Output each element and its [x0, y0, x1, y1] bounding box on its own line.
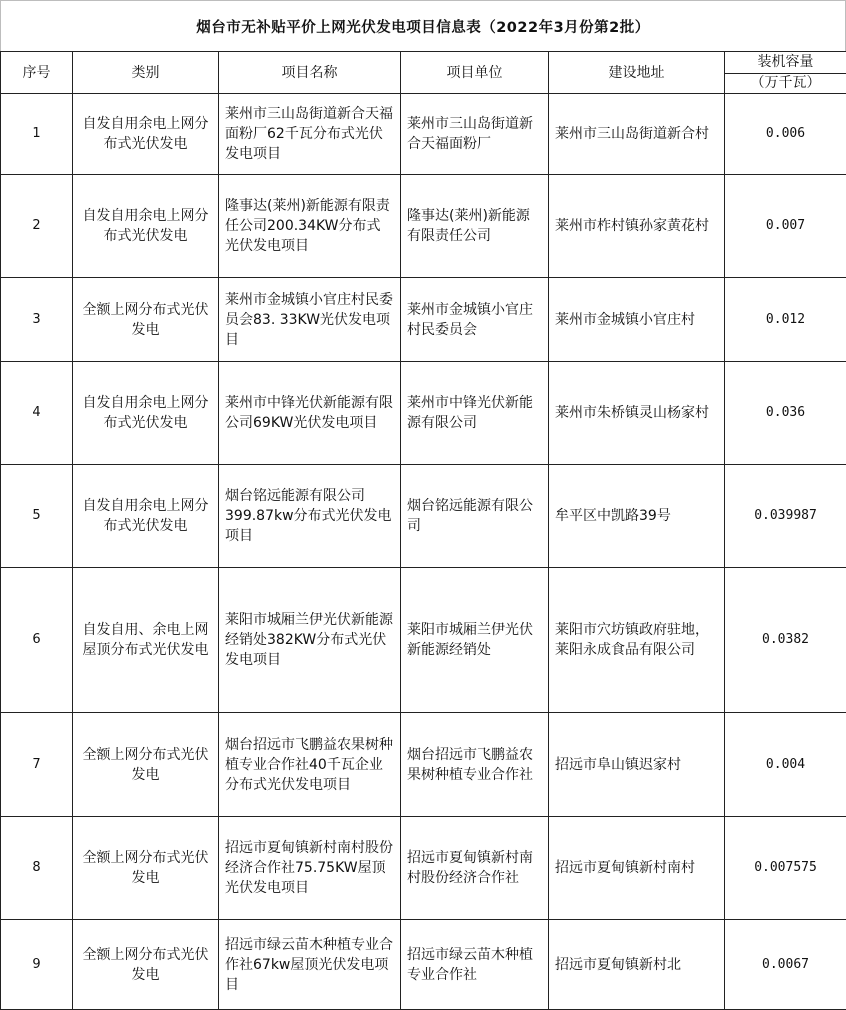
table-row — [1, 362, 846, 465]
cell-seq[interactable]: 9 — [1, 920, 73, 1010]
header-category[interactable]: 类别 — [73, 52, 219, 94]
cell-project-unit[interactable]: 招远市绿云苗木种植专业合作社 — [401, 920, 549, 1010]
cell-capacity[interactable]: 0.0382 — [725, 568, 846, 713]
table-title: 烟台市无补贴平价上网光伏发电项目信息表（2022年3月份第2批） — [0, 0, 846, 51]
cell-category[interactable]: 全额上网分布式光伏发电 — [73, 278, 219, 362]
table-row — [1, 713, 846, 817]
cell-category[interactable]: 自发自用、余电上网屋顶分布式光伏发电 — [73, 568, 219, 713]
cell-seq[interactable]: 3 — [1, 278, 73, 362]
table-row — [1, 175, 846, 278]
header-capacity-unit: （万千瓦） — [725, 74, 846, 93]
cell-project-unit[interactable]: 烟台招远市飞鹏益农果树种植专业合作社 — [401, 713, 549, 817]
header-row — [1, 52, 846, 94]
cell-category[interactable]: 自发自用余电上网分布式光伏发电 — [73, 175, 219, 278]
cell-address[interactable]: 莱州市柞村镇孙家黄花村 — [549, 175, 725, 278]
cell-project-name[interactable]: 招远市夏甸镇新村南村股份经济合作社75.75KW屋顶光伏发电项目 — [219, 817, 401, 920]
cell-category[interactable]: 全额上网分布式光伏发电 — [73, 817, 219, 920]
cell-address[interactable]: 莱阳市穴坊镇政府驻地，莱阳永成食品有限公司 — [549, 568, 725, 713]
table-row — [1, 817, 846, 920]
table-row — [1, 568, 846, 713]
cell-project-unit[interactable]: 烟台铭远能源有限公司 — [401, 465, 549, 568]
cell-capacity[interactable]: 0.0067 — [725, 920, 846, 1010]
cell-project-unit[interactable]: 莱阳市城厢兰伊光伏新能源经销处 — [401, 568, 549, 713]
cell-seq[interactable]: 5 — [1, 465, 73, 568]
cell-capacity[interactable]: 0.007575 — [725, 817, 846, 920]
cell-seq[interactable]: 8 — [1, 817, 73, 920]
header-project-unit[interactable]: 项目单位 — [401, 52, 549, 94]
cell-address[interactable]: 莱州市朱桥镇灵山杨家村 — [549, 362, 725, 465]
cell-project-unit[interactable]: 招远市夏甸镇新村南村股份经济合作社 — [401, 817, 549, 920]
cell-category[interactable]: 自发自用余电上网分布式光伏发电 — [73, 94, 219, 175]
cell-project-name[interactable]: 烟台铭远能源有限公司399.87kw分布式光伏发电项目 — [219, 465, 401, 568]
header-project-name[interactable]: 项目名称 — [219, 52, 401, 94]
table-row — [1, 465, 846, 568]
cell-address[interactable]: 招远市夏甸镇新村北 — [549, 920, 725, 1010]
cell-project-name[interactable]: 招远市绿云苗木种植专业合作社67kw屋顶光伏发电项目 — [219, 920, 401, 1010]
cell-category[interactable]: 全额上网分布式光伏发电 — [73, 920, 219, 1010]
cell-address[interactable]: 莱州市金城镇小官庄村 — [549, 278, 725, 362]
cell-address[interactable]: 牟平区中凯路39号 — [549, 465, 725, 568]
table-row — [1, 920, 846, 1010]
cell-project-unit[interactable]: 莱州市中锋光伏新能源有限公司 — [401, 362, 549, 465]
header-capacity[interactable] — [725, 52, 846, 94]
project-table — [0, 51, 846, 1010]
header-capacity-label: 装机容量 — [725, 52, 846, 74]
cell-capacity[interactable]: 0.004 — [725, 713, 846, 817]
cell-project-name[interactable]: 莱州市中锋光伏新能源有限公司69KW光伏发电项目 — [219, 362, 401, 465]
cell-address[interactable]: 招远市阜山镇迟家村 — [549, 713, 725, 817]
cell-project-name[interactable]: 莱州市金城镇小官庄村民委员会83. 33KW光伏发电项目 — [219, 278, 401, 362]
cell-category[interactable]: 全额上网分布式光伏发电 — [73, 713, 219, 817]
cell-capacity[interactable]: 0.039987 — [725, 465, 846, 568]
cell-capacity[interactable]: 0.006 — [725, 94, 846, 175]
cell-seq[interactable]: 2 — [1, 175, 73, 278]
header-seq[interactable]: 序号 — [1, 52, 73, 94]
cell-project-name[interactable]: 莱阳市城厢兰伊光伏新能源经销处382KW分布式光伏发电项目 — [219, 568, 401, 713]
cell-category[interactable]: 自发自用余电上网分布式光伏发电 — [73, 465, 219, 568]
cell-project-unit[interactable]: 莱州市三山岛街道新合天福面粉厂 — [401, 94, 549, 175]
cell-address[interactable]: 招远市夏甸镇新村南村 — [549, 817, 725, 920]
cell-project-unit[interactable]: 隆事达(莱州)新能源有限责任公司 — [401, 175, 549, 278]
header-address[interactable]: 建设地址 — [549, 52, 725, 94]
cell-category[interactable]: 自发自用余电上网分布式光伏发电 — [73, 362, 219, 465]
table-row — [1, 278, 846, 362]
cell-seq[interactable]: 6 — [1, 568, 73, 713]
cell-seq[interactable]: 4 — [1, 362, 73, 465]
cell-capacity[interactable]: 0.012 — [725, 278, 846, 362]
cell-project-name[interactable]: 烟台招远市飞鹏益农果树种植专业合作社40千瓦企业分布式光伏发电项目 — [219, 713, 401, 817]
cell-project-name[interactable]: 隆事达(莱州)新能源有限责任公司200.34KW分布式光伏发电项目 — [219, 175, 401, 278]
cell-address[interactable]: 莱州市三山岛街道新合村 — [549, 94, 725, 175]
cell-project-unit[interactable]: 莱州市金城镇小官庄村民委员会 — [401, 278, 549, 362]
cell-capacity[interactable]: 0.036 — [725, 362, 846, 465]
table-row — [1, 94, 846, 175]
cell-project-name[interactable]: 莱州市三山岛街道新合天福面粉厂62千瓦分布式光伏发电项目 — [219, 94, 401, 175]
cell-seq[interactable]: 1 — [1, 94, 73, 175]
cell-capacity[interactable]: 0.007 — [725, 175, 846, 278]
cell-seq[interactable]: 7 — [1, 713, 73, 817]
